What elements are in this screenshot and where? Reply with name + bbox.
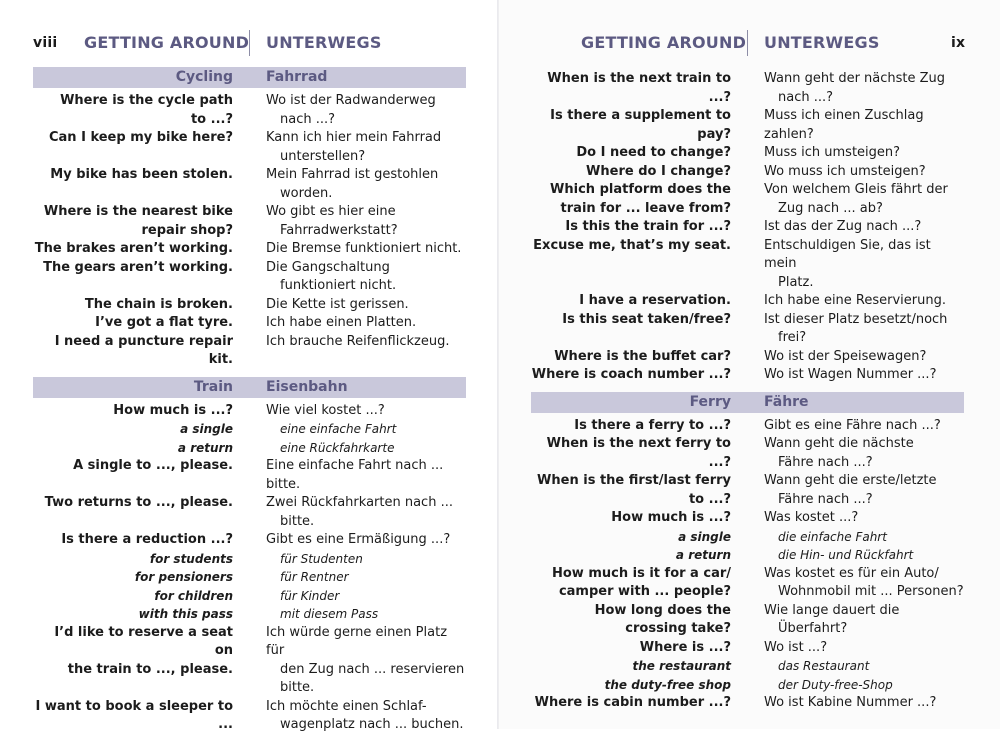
phrase-sub-item [531, 528, 964, 547]
phrase-english [531, 639, 731, 658]
phrase-german [764, 292, 964, 311]
section-title-de: Eisenbahn [266, 378, 348, 395]
running-head-de: UNTERWEGS [764, 33, 880, 52]
phrase-entry [531, 292, 964, 311]
phrase-german-line: worden. [280, 185, 333, 201]
phrase-english-line: I’ve got a flat tyre. [95, 315, 233, 330]
phrase-german-line: eine einfache Fahrt [280, 422, 397, 436]
phrase-german-line: unterstellen? [280, 148, 366, 164]
phrase-german [764, 546, 964, 565]
phrase-german-line: Überfahrt? [778, 621, 848, 636]
phrase-german [764, 163, 964, 182]
phrase-entry [531, 694, 964, 713]
phrase-german-line: Muss ich umsteigen? [764, 145, 901, 160]
phrase-english [531, 311, 731, 348]
phrase-english [33, 402, 233, 421]
phrase-english-line: camper with ... people? [558, 584, 731, 599]
phrase-german-line: Wo muss ich umsteigen? [764, 163, 926, 179]
phrase-english-line: Two returns to ..., please. [44, 495, 233, 510]
phrase-german-line: den Zug nach ... reservieren [280, 661, 465, 677]
phrase-german [266, 92, 466, 129]
phrase-german [764, 528, 964, 547]
phrase-entry [531, 472, 964, 509]
phrase-german-line: Gibt es eine Fähre nach ...? [764, 417, 941, 433]
phrase-english-line: for students [149, 551, 233, 566]
phrase-german-line: für Studenten [280, 551, 363, 566]
phrase-english [33, 568, 233, 587]
phrase-german-line: Ich habe einen Platten. [266, 315, 417, 330]
phrase-entry [531, 107, 964, 144]
phrase-english-line: Which platform does the [550, 182, 731, 197]
phrase-english-line: Where do I change? [586, 163, 731, 179]
phrase-german-line: nach ...? [778, 89, 834, 105]
phrase-english-line: How long does the [594, 602, 731, 618]
phrase-english [531, 676, 731, 695]
phrase-german [764, 107, 964, 144]
phrase-english [531, 435, 731, 472]
phrase-english-line: a return [675, 548, 731, 562]
phrase-english [33, 531, 233, 550]
phrase-german-line: der Duty-free-Shop [778, 677, 893, 692]
phrase-english-line: train for ... leave from? [560, 200, 731, 216]
phrase-english [33, 550, 233, 569]
phrase-german-line: Gibt es eine Ermäßigung ...? [266, 532, 451, 547]
phrase-german-line: Wann geht die nächste [764, 436, 914, 451]
phrase-german [764, 348, 964, 367]
phrase-german-line: nach ...? [280, 111, 336, 127]
right-page [499, 0, 1000, 729]
phrase-english-line: the duty-free shop [604, 677, 731, 692]
phrase-german [764, 311, 964, 348]
phrase-german [764, 509, 964, 528]
phrase-english-line: Is this seat taken/free? [562, 311, 731, 327]
phrase-german [266, 129, 466, 166]
running-head-de: UNTERWEGS [266, 33, 382, 52]
phrase-english-line: the train to ..., please. [67, 661, 233, 677]
phrase-english [531, 163, 731, 182]
phrase-english [33, 92, 233, 129]
phrase-english-line: Excuse me, that’s my seat. [533, 237, 731, 253]
phrase-english-line: When is the next train to ...? [547, 71, 731, 105]
phrase-english-line: Can I keep my bike here? [48, 130, 233, 145]
section-title-de: Fahrrad [266, 69, 328, 85]
phrase-sub-item [33, 420, 466, 439]
phrase-german-line: Die Kette ist gerissen. [266, 296, 409, 312]
phrase-german-line: Die Bremse funktioniert nicht. [266, 241, 462, 256]
phrase-german-line: frei? [778, 330, 807, 345]
phrase-english-line: Where is the buffet car? [554, 348, 731, 364]
section-header [33, 377, 466, 398]
phrase-german-line: mit diesem Pass [280, 607, 379, 621]
phrase-english-line: the restaurant [632, 659, 731, 673]
phrase-english [33, 259, 233, 296]
phrase-german [764, 676, 964, 695]
phrase-english [531, 366, 731, 385]
phrase-english [33, 587, 233, 606]
phrase-english-line: crossing take? [625, 621, 731, 636]
phrase-english [33, 296, 233, 315]
phrase-entry [531, 181, 964, 218]
phrase-english [531, 602, 731, 639]
phrase-entry [33, 92, 466, 129]
phrase-german [764, 417, 964, 436]
phrase-german-line: Wo ist ...? [764, 639, 828, 655]
phrase-german [764, 237, 964, 293]
phrase-entry [531, 565, 964, 602]
phrase-german [266, 531, 466, 550]
phrase-german-line: Entschuldigen Sie, das ist mein [764, 237, 931, 271]
phrase-english-line: to ...? [190, 111, 233, 127]
phrase-german-line: Zwei Rückfahrkarten nach ... [266, 495, 453, 510]
phrase-german [266, 166, 466, 203]
phrase-german [266, 568, 466, 587]
phrase-german [266, 624, 466, 698]
phrase-german-line: Muss ich einen Zuschlag zahlen? [764, 108, 924, 142]
phrase-sub-item [531, 546, 964, 565]
phrase-english-line: I need a puncture repair kit. [54, 333, 233, 367]
phrase-entry [531, 366, 964, 385]
phrase-german-line: Eine einfache Fahrt nach ... bitte. [266, 458, 444, 492]
phrase-german-line: Wie lange dauert die [764, 602, 900, 618]
phrase-german-line: die Hin- und Rückfahrt [778, 548, 914, 562]
phrase-entry [531, 639, 964, 658]
phrase-entry [531, 602, 964, 639]
phrase-german [764, 565, 964, 602]
phrase-english-line: I have a reservation. [579, 293, 731, 308]
running-head-left [0, 33, 499, 55]
phrase-german-line: Ich würde gerne einen Platz für [266, 624, 448, 658]
phrase-german-line: Wie viel kostet ...? [266, 402, 385, 418]
phrase-german-line: Wann geht der nächste Zug [764, 71, 946, 86]
phrase-english-line: for children [154, 588, 233, 603]
phrase-german [764, 144, 964, 163]
phrase-english [531, 348, 731, 367]
phrase-german [266, 420, 466, 439]
phrase-english-line: a single [678, 529, 731, 544]
left-page [0, 0, 499, 732]
phrase-sub-item [33, 587, 466, 606]
phrase-entry [531, 144, 964, 163]
phrase-entry [33, 402, 466, 421]
phrase-english [531, 218, 731, 237]
phrase-english-line: Where is cabin number ...? [534, 695, 731, 710]
phrase-english-line: My bike has been stolen. [50, 167, 233, 182]
phrase-german-line: Was kostet es für ein Auto/ [764, 565, 939, 581]
phrase-english-line: a return [177, 440, 233, 455]
phrase-german-line: Ist das der Zug nach ...? [764, 219, 922, 234]
phrase-english-line: Is there a supplement to pay? [550, 108, 731, 142]
section-title-en: Cycling [175, 69, 233, 85]
phrase-english [531, 107, 731, 144]
phrase-german-line: Wann geht die erste/letzte [764, 473, 937, 488]
section-header [33, 67, 466, 88]
phrase-german-line: Fähre nach ...? [778, 491, 873, 507]
phrase-english-line: The gears aren’t working. [43, 259, 233, 275]
phrase-sub-item [531, 676, 964, 695]
phrase-german [266, 439, 466, 458]
phrase-entry [531, 218, 964, 237]
phrase-sub-item [33, 550, 466, 569]
phrase-english-line: When is the next ferry to ...? [546, 436, 731, 470]
phrase-german [764, 435, 964, 472]
phrase-column-left [33, 67, 466, 735]
phrase-english [531, 657, 731, 676]
phrase-english [33, 166, 233, 203]
phrase-english-line: Is this the train for ...? [565, 219, 731, 234]
phrase-english-line: I want to book a sleeper to ... [35, 698, 233, 732]
phrase-german [764, 366, 964, 385]
phrase-german [266, 402, 466, 421]
phrase-german [266, 296, 466, 315]
phrase-english-line: When is the first/last ferry [537, 473, 731, 488]
phrase-german-line: Fahrradwerkstatt? [280, 222, 398, 238]
phrase-english [33, 314, 233, 333]
phrase-german [764, 181, 964, 218]
phrase-entry [33, 531, 466, 550]
phrase-german-line: Ich möchte einen Schlaf- [266, 698, 427, 714]
phrase-sub-item [33, 568, 466, 587]
phrase-german-line: funktioniert nicht. [280, 278, 397, 293]
running-head-en: GETTING AROUND [84, 33, 250, 52]
phrase-english [531, 472, 731, 509]
phrase-english [531, 694, 731, 713]
phrase-english [531, 237, 731, 293]
phrase-german-line: Fähre nach ...? [778, 454, 873, 470]
phrase-german-line: das Restaurant [778, 659, 870, 673]
phrase-entry [33, 259, 466, 296]
phrase-german-line: die einfache Fahrt [778, 529, 887, 544]
phrase-german [764, 694, 964, 713]
phrase-entry [33, 624, 466, 698]
phrase-entry [33, 129, 466, 166]
phrase-german-line: Von welchem Gleis fährt der [764, 182, 948, 197]
phrase-german [266, 457, 466, 494]
phrase-german [764, 70, 964, 107]
phrase-german [266, 587, 466, 606]
section-title-de: Fähre [764, 393, 809, 410]
phrase-german [266, 314, 466, 333]
running-head-right [499, 33, 1000, 55]
phrase-english [33, 203, 233, 240]
phrase-german-line: Was kostet ...? [764, 510, 859, 525]
phrase-german [266, 259, 466, 296]
phrase-english [33, 494, 233, 531]
phrase-german-line: Wo gibt es hier eine [266, 204, 396, 219]
phrase-english-line: Where is the cycle path [60, 93, 233, 108]
phrase-english [33, 457, 233, 494]
phrase-entry [33, 494, 466, 531]
phrase-english [33, 129, 233, 166]
phrase-english-line: Where is ...? [639, 639, 731, 655]
phrase-english [531, 546, 731, 565]
phrase-english-line: How much is ...? [113, 402, 233, 418]
phrase-german [266, 605, 466, 624]
phrase-entry [531, 509, 964, 528]
phrase-german-line: Wo ist Wagen Nummer ...? [764, 367, 937, 382]
phrase-english-line: repair shop? [141, 222, 233, 238]
phrase-german [266, 333, 466, 370]
phrase-entry [33, 166, 466, 203]
phrase-english [33, 333, 233, 370]
phrase-entry [33, 296, 466, 315]
phrase-german-line: Wo ist der Radwanderweg [266, 93, 436, 108]
phrase-entry [33, 314, 466, 333]
phrase-entry [33, 240, 466, 259]
phrase-german-line: für Rentner [280, 570, 349, 584]
phrase-entry [531, 163, 964, 182]
phrase-english [531, 528, 731, 547]
phrase-english [33, 439, 233, 458]
phrase-english-line: Is there a ferry to ...? [574, 417, 731, 433]
phrase-german-line: Mein Fahrrad ist gestohlen [266, 167, 439, 182]
phrase-english-line: a single [180, 422, 233, 436]
phrase-english [531, 144, 731, 163]
phrase-english-line: for pensioners [134, 570, 233, 584]
phrase-english-line: Where is coach number ...? [531, 367, 731, 382]
phrase-english [531, 565, 731, 602]
phrase-german [266, 494, 466, 531]
phrase-english [531, 292, 731, 311]
running-head-divider [249, 30, 250, 56]
phrase-english [531, 509, 731, 528]
phrase-german-line: Die Gangschaltung [266, 259, 390, 275]
phrase-german [764, 639, 964, 658]
phrase-german-line: wagenplatz nach ... buchen. [280, 717, 464, 732]
section-header [531, 392, 964, 413]
phrase-english-line: to ...? [688, 491, 731, 507]
phrase-german-line: eine Rückfahrkarte [280, 440, 395, 455]
phrase-german [764, 472, 964, 509]
phrase-entry [33, 457, 466, 494]
phrase-german-line: Ich brauche Reifenflickzeug. [266, 333, 450, 349]
phrase-entry [33, 333, 466, 370]
phrase-german-line: Ist dieser Platz besetzt/noch [764, 311, 948, 327]
phrase-german-line: Platz. [778, 274, 814, 290]
phrase-column-right [531, 70, 964, 713]
phrase-german-line: für Kinder [280, 588, 340, 603]
phrase-entry [531, 70, 964, 107]
phrase-sub-item [33, 605, 466, 624]
running-head-en: GETTING AROUND [581, 33, 747, 52]
page-number: ix [951, 35, 966, 51]
page-number: viii [33, 35, 58, 51]
phrase-german-line: Wo ist Kabine Nummer ...? [764, 695, 937, 710]
phrase-german-line: bitte. [280, 680, 315, 695]
phrase-english [33, 605, 233, 624]
phrase-german-line: Wo ist der Speisewagen? [764, 348, 927, 364]
phrase-english-line: Where is the nearest bike [43, 204, 233, 219]
phrase-english-line: with this pass [138, 607, 233, 621]
phrase-english [33, 420, 233, 439]
phrase-sub-item [531, 657, 964, 676]
phrase-entry [531, 311, 964, 348]
phrase-english [531, 417, 731, 436]
phrase-english-line: The brakes aren’t working. [34, 241, 233, 256]
phrase-german [266, 550, 466, 569]
section-title-en: Ferry [689, 393, 731, 410]
phrase-german [266, 240, 466, 259]
phrase-entry [531, 237, 964, 293]
phrase-english-line: A single to ..., please. [73, 458, 233, 473]
phrase-english-line: The chain is broken. [84, 296, 233, 312]
phrase-entry [531, 348, 964, 367]
phrase-sub-item [33, 439, 466, 458]
phrase-entry [531, 417, 964, 436]
phrase-english-line: How much is ...? [611, 510, 731, 525]
phrase-entry [531, 435, 964, 472]
phrase-english [531, 181, 731, 218]
phrase-german [764, 602, 964, 639]
phrase-german-line: Wohnmobil mit ... Personen? [778, 584, 964, 599]
phrase-german [764, 657, 964, 676]
phrase-german-line: bitte. [280, 513, 315, 529]
phrase-english [33, 624, 233, 698]
phrase-german-line: Zug nach ... ab? [778, 200, 883, 216]
phrase-english [531, 70, 731, 107]
phrase-english [33, 240, 233, 259]
phrase-german [266, 203, 466, 240]
phrase-german [764, 218, 964, 237]
phrase-entry [33, 203, 466, 240]
phrase-english-line: I’d like to reserve a seat on [54, 624, 233, 658]
phrase-english-line: Is there a reduction ...? [61, 532, 233, 547]
phrase-english-line: How much is it for a car/ [551, 565, 731, 581]
section-title-en: Train [193, 378, 233, 395]
phrase-english-line: Do I need to change? [576, 145, 731, 160]
phrase-german-line: Ich habe eine Reservierung. [764, 293, 946, 308]
running-head-divider [747, 30, 748, 56]
phrase-german-line: Kann ich hier mein Fahrrad [266, 130, 442, 145]
